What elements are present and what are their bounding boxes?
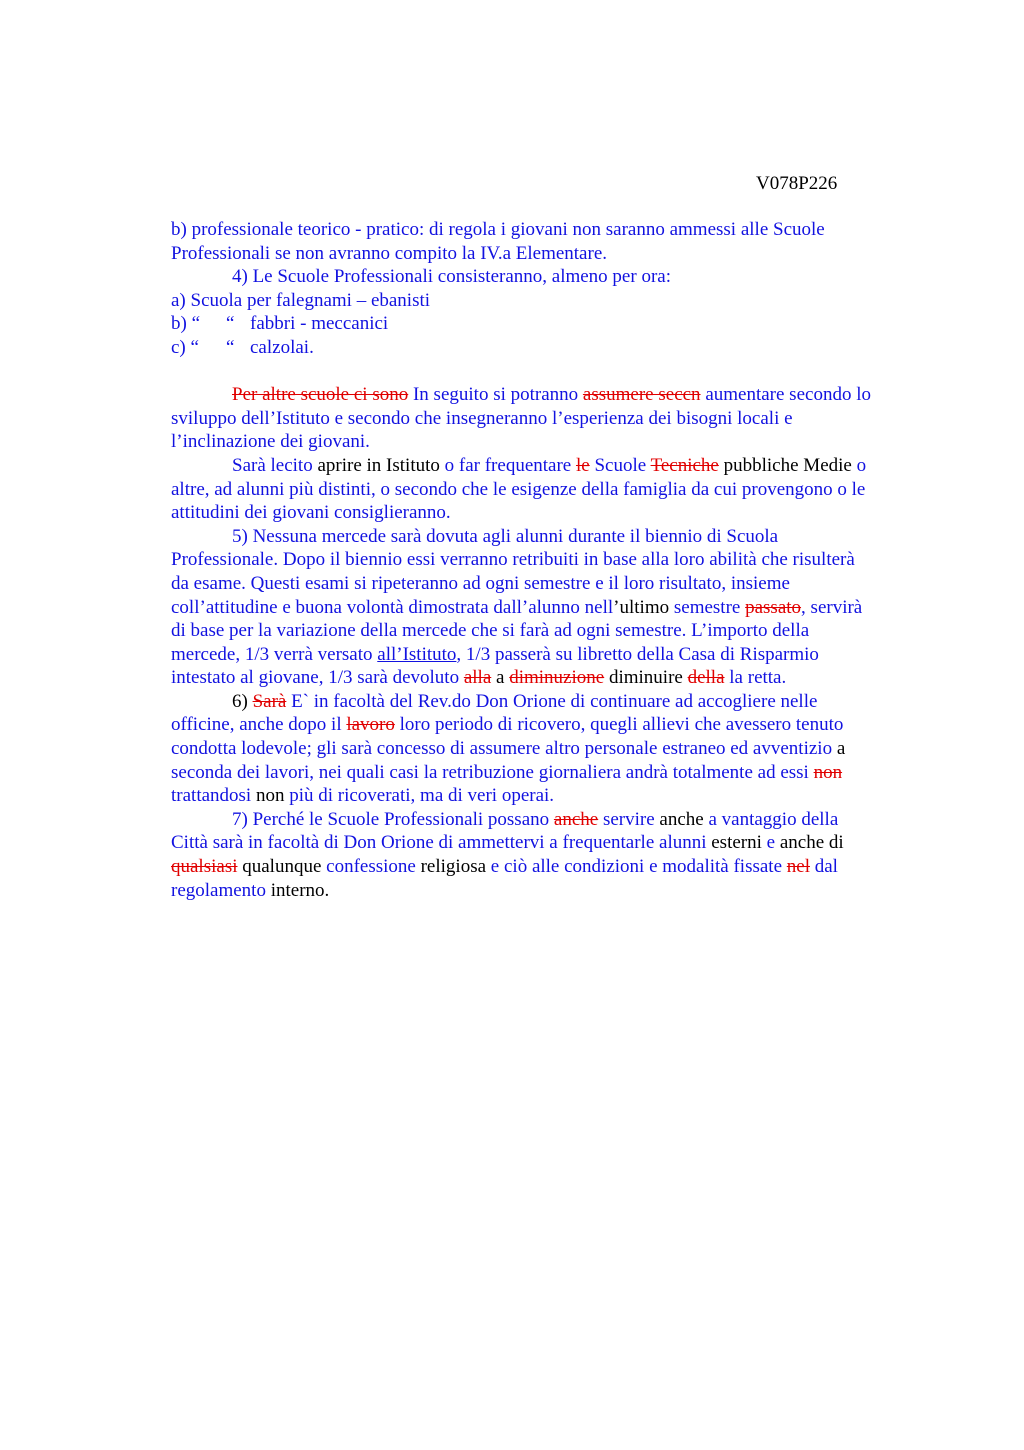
- original-text: diminuire: [604, 667, 688, 689]
- text-line: [171, 808, 931, 832]
- inserted-text: altre, ad alunni più distinti, o secondo che le esigenze della famiglia da cui provengono o le: [171, 478, 866, 500]
- inserted-text: 4) Le Scuole Professionali consisteranno, almeno per ora:: [232, 266, 671, 288]
- ditto-mark: “: [226, 313, 235, 335]
- deleted-text: passato: [745, 596, 802, 618]
- text-line: [171, 289, 931, 313]
- original-text: a: [491, 667, 510, 689]
- original-text: non: [251, 785, 285, 807]
- inserted-text: di base per la variazione della mercede che si farà ad ogni semestre. L’importo della: [171, 620, 810, 642]
- text-line: [171, 548, 931, 572]
- inserted-text: c) “: [171, 336, 199, 358]
- original-text: ’ultimo: [613, 596, 670, 618]
- deleted-text: le: [575, 454, 590, 476]
- inserted-text: attitudini dei giovani consiglieranno.: [171, 502, 451, 524]
- text-line: [171, 501, 931, 525]
- text-line: [171, 218, 931, 242]
- inserted-text: , 1/3 passerà su libretto della Casa di Risparmio: [456, 643, 819, 665]
- text-line: [171, 312, 931, 336]
- inserted-text: 7) Perché le Scuole Professionali possano: [232, 808, 554, 830]
- inserted-text: In seguito si potranno: [408, 384, 583, 406]
- inserted-text: o far frequentare: [439, 454, 576, 476]
- deleted-text: Tecniche: [650, 454, 719, 476]
- inserted-text: la retta.: [724, 667, 787, 689]
- inserted-text: e ciò alle condizioni e modalità fissate: [486, 856, 787, 878]
- inserted-text: o: [851, 454, 867, 476]
- text-line: [171, 407, 931, 431]
- inserted-text: b) “: [171, 313, 201, 335]
- inserted-text: più di ricoverati, ma di veri operai.: [284, 785, 555, 807]
- deleted-text: lavoro: [346, 714, 395, 736]
- inserted-text: loro periodo di ricovero, quegli allievi che avessero tenuto: [394, 714, 844, 736]
- inserted-text: calzolai.: [250, 336, 314, 358]
- inserted-text: trattandosi: [171, 785, 252, 807]
- text-line: [171, 336, 931, 360]
- text-line: [171, 855, 931, 879]
- inserted-text: b) professionale teorico - pratico: di regola i giovani non saranno ammessi alle Scuole: [171, 219, 825, 240]
- inserted-text: dal: [810, 856, 838, 878]
- text-line: [171, 478, 931, 502]
- inserted-text: mercede, 1/3 verrà versato: [171, 643, 378, 665]
- deleted-text: anche: [553, 808, 599, 830]
- text-line: [171, 666, 931, 690]
- deleted-text: Per altre scuole ci sono: [232, 384, 409, 406]
- text-line: [171, 643, 931, 667]
- text-line: [171, 242, 931, 266]
- text-line: [171, 525, 931, 549]
- text-line: [171, 454, 931, 478]
- deleted-text: non: [813, 761, 843, 783]
- inserted-text: Scuole: [589, 454, 651, 476]
- inserted-text: servire: [598, 808, 655, 830]
- inserted-text: 5) Nessuna mercede sarà dovuta agli alunni durante il biennio di Scuola: [232, 525, 779, 547]
- deleted-text: diminuzione: [509, 667, 605, 689]
- document-id: V078P226: [756, 173, 838, 194]
- original-text: 6): [232, 690, 253, 712]
- inserted-text: regolamento: [171, 879, 266, 901]
- original-text: esterni: [706, 832, 762, 854]
- inserted-text: , servirà: [801, 596, 863, 618]
- text-line: [171, 690, 931, 714]
- original-text: pubbliche Medie: [718, 454, 852, 476]
- text-line: [171, 430, 931, 454]
- original-text: aprire in Istituto: [312, 454, 440, 476]
- original-text: qualunque: [237, 856, 327, 878]
- inserted-text: confessione: [326, 856, 416, 878]
- inserted-text: semestre: [669, 596, 746, 618]
- inserted-text: officine, anche dopo il: [171, 714, 347, 736]
- text-line: [171, 572, 931, 596]
- original-text: anche: [654, 808, 704, 830]
- inserted-text: Professionale. Dopo il biennio essi verranno retribuiti in base alla loro abilità che risulterà: [171, 549, 855, 571]
- underlined-text: all’Istituto: [377, 643, 457, 665]
- inserted-text: intestato al giovane, 1/3 sarà devoluto: [171, 667, 464, 689]
- deleted-text: assumere seccn: [582, 384, 701, 406]
- deleted-text: qualsiasi: [171, 856, 238, 878]
- deleted-text: della: [687, 667, 725, 689]
- inserted-text: seconda dei lavori, nei quali casi la retribuzione giornaliera andrà totalmente ad essi: [171, 761, 814, 783]
- text-line: [171, 879, 931, 903]
- inserted-text: fabbri - meccanici: [250, 313, 389, 335]
- text-line: [171, 761, 931, 785]
- text-line: [171, 265, 931, 289]
- inserted-text: Sarà lecito: [232, 454, 313, 476]
- inserted-text: condotta lodevole; gli sarà concesso di assumere altro personale estraneo ed avventizio: [171, 738, 833, 760]
- inserted-text: sviluppo dell’Istituto e secondo che insegneranno l’esperienza dei bisogni locali e: [171, 407, 793, 429]
- inserted-text: aumentare secondo lo: [700, 384, 871, 406]
- inserted-text: e: [761, 832, 776, 854]
- inserted-text: a) Scuola per falegnami – ebanisti: [171, 289, 431, 311]
- text-line: [171, 737, 931, 761]
- deleted-text: Sarà: [252, 690, 287, 712]
- inserted-text: a vantaggio della: [703, 808, 839, 830]
- original-text: religiosa: [415, 856, 487, 878]
- document-body: [171, 218, 931, 902]
- original-text: anche di: [775, 832, 844, 854]
- text-line: [171, 383, 931, 407]
- text-line: [171, 831, 931, 855]
- inserted-text: Professionali se non avranno compito la IV.a Elementare.: [171, 242, 607, 264]
- inserted-text: da esame. Questi esami si ripeteranno ad ogni semestre e il loro risultato, insieme: [171, 572, 790, 594]
- blank-line: [171, 360, 931, 384]
- inserted-text: Città sarà in facoltà di Don Orione di ammettervi a frequentarle alunni: [171, 832, 707, 854]
- deleted-text: nel: [786, 856, 810, 878]
- original-text: a: [832, 738, 846, 760]
- text-line: [171, 784, 931, 808]
- inserted-text: coll’attitudine e buona volontà dimostrata dall’alunno nell: [171, 596, 614, 618]
- ditto-mark: “: [226, 336, 235, 358]
- inserted-text: l’inclinazione dei giovani.: [171, 431, 370, 453]
- text-line: [171, 619, 931, 643]
- inserted-text: E` in facoltà del Rev.do Don Orione di continuare ad accogliere nelle: [286, 690, 818, 712]
- original-text: interno.: [265, 879, 330, 901]
- text-line: [171, 713, 931, 737]
- deleted-text: alla: [463, 667, 492, 689]
- text-line: [171, 596, 931, 620]
